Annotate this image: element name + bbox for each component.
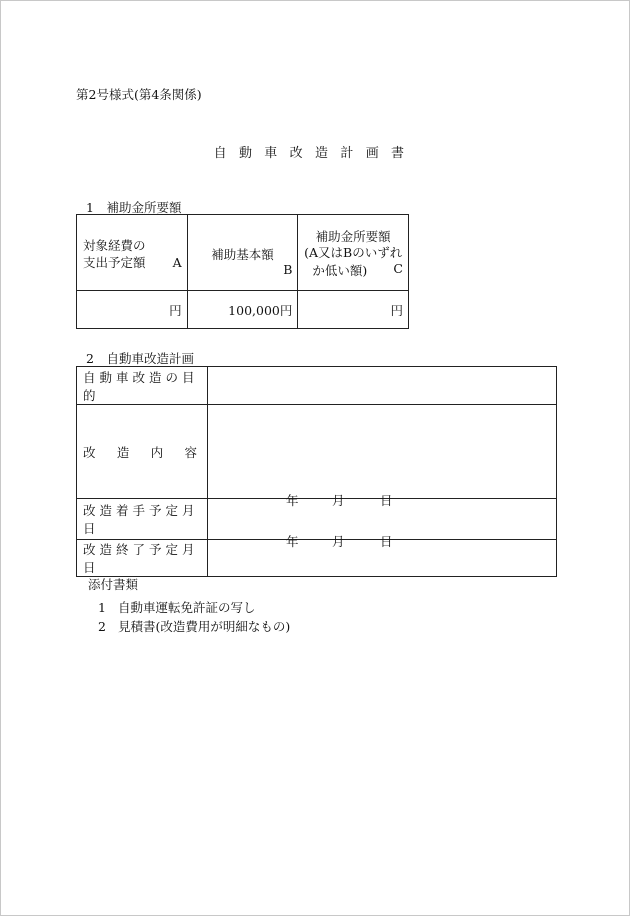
header-c-line3: か低い額) — [312, 263, 368, 278]
content-label-char4: 容 — [184, 444, 197, 460]
start-date-label: 改造着手予定月日 — [77, 499, 208, 540]
header-c-line2: (A又はBのいずれ — [304, 245, 403, 260]
attachments-heading: 添付書類 — [88, 577, 139, 592]
header-b-letter: B — [283, 262, 293, 277]
header-cell-c — [298, 215, 409, 291]
start-month-unit: 月 — [332, 493, 345, 508]
value-cell-c: 円 — [298, 291, 409, 329]
header-cell-b — [187, 215, 298, 291]
header-b-label: 補助基本額 — [211, 247, 274, 262]
header-a-line1: 対象経費の — [83, 238, 146, 253]
value-cell-a: 円 — [77, 291, 188, 329]
end-date-label: 改造終了予定月日 — [77, 540, 208, 577]
end-month-unit: 月 — [332, 534, 345, 549]
attachment-item — [98, 598, 256, 616]
section1-heading: 1 補助金所要額 — [86, 200, 182, 215]
attachment-item-number: 2 — [98, 619, 106, 634]
form-number: 第2号様式(第4条関係) — [76, 87, 202, 102]
modification-plan-table — [76, 366, 557, 577]
end-year-unit: 年 — [286, 534, 299, 549]
start-year-unit: 年 — [286, 493, 299, 508]
section2-heading: 2 自動車改造計画 — [86, 351, 194, 366]
purpose-label: 自動車改造の目的 — [77, 367, 208, 405]
document-title: 自動車改造計画書 — [213, 146, 417, 161]
content-label-char3: 内 — [150, 444, 164, 460]
attachment-item-text: 自動車運転免許証の写し — [118, 600, 256, 615]
header-cell-a — [77, 215, 188, 291]
content-label-char2: 造 — [116, 444, 130, 460]
header-a-letter: A — [172, 255, 182, 270]
start-day-unit: 日 — [380, 493, 393, 508]
content-label-char1: 改 — [83, 444, 96, 460]
attachment-item — [98, 617, 290, 635]
attachment-item-number: 1 — [98, 600, 106, 615]
header-c-letter: C — [393, 261, 403, 276]
end-date-value — [208, 534, 557, 577]
value-cell-b: 100,000円 — [187, 291, 298, 329]
header-c-line1: 補助金所要額 — [315, 229, 391, 244]
purpose-value — [208, 367, 557, 405]
content-value — [208, 405, 557, 499]
end-day-unit: 日 — [380, 534, 393, 549]
attachment-item-text: 見積書(改造費用が明細なもの) — [118, 619, 291, 634]
content-label-cell — [77, 405, 208, 499]
header-a-line2: 支出予定額 — [83, 255, 146, 270]
subsidy-amount-table — [76, 214, 409, 329]
